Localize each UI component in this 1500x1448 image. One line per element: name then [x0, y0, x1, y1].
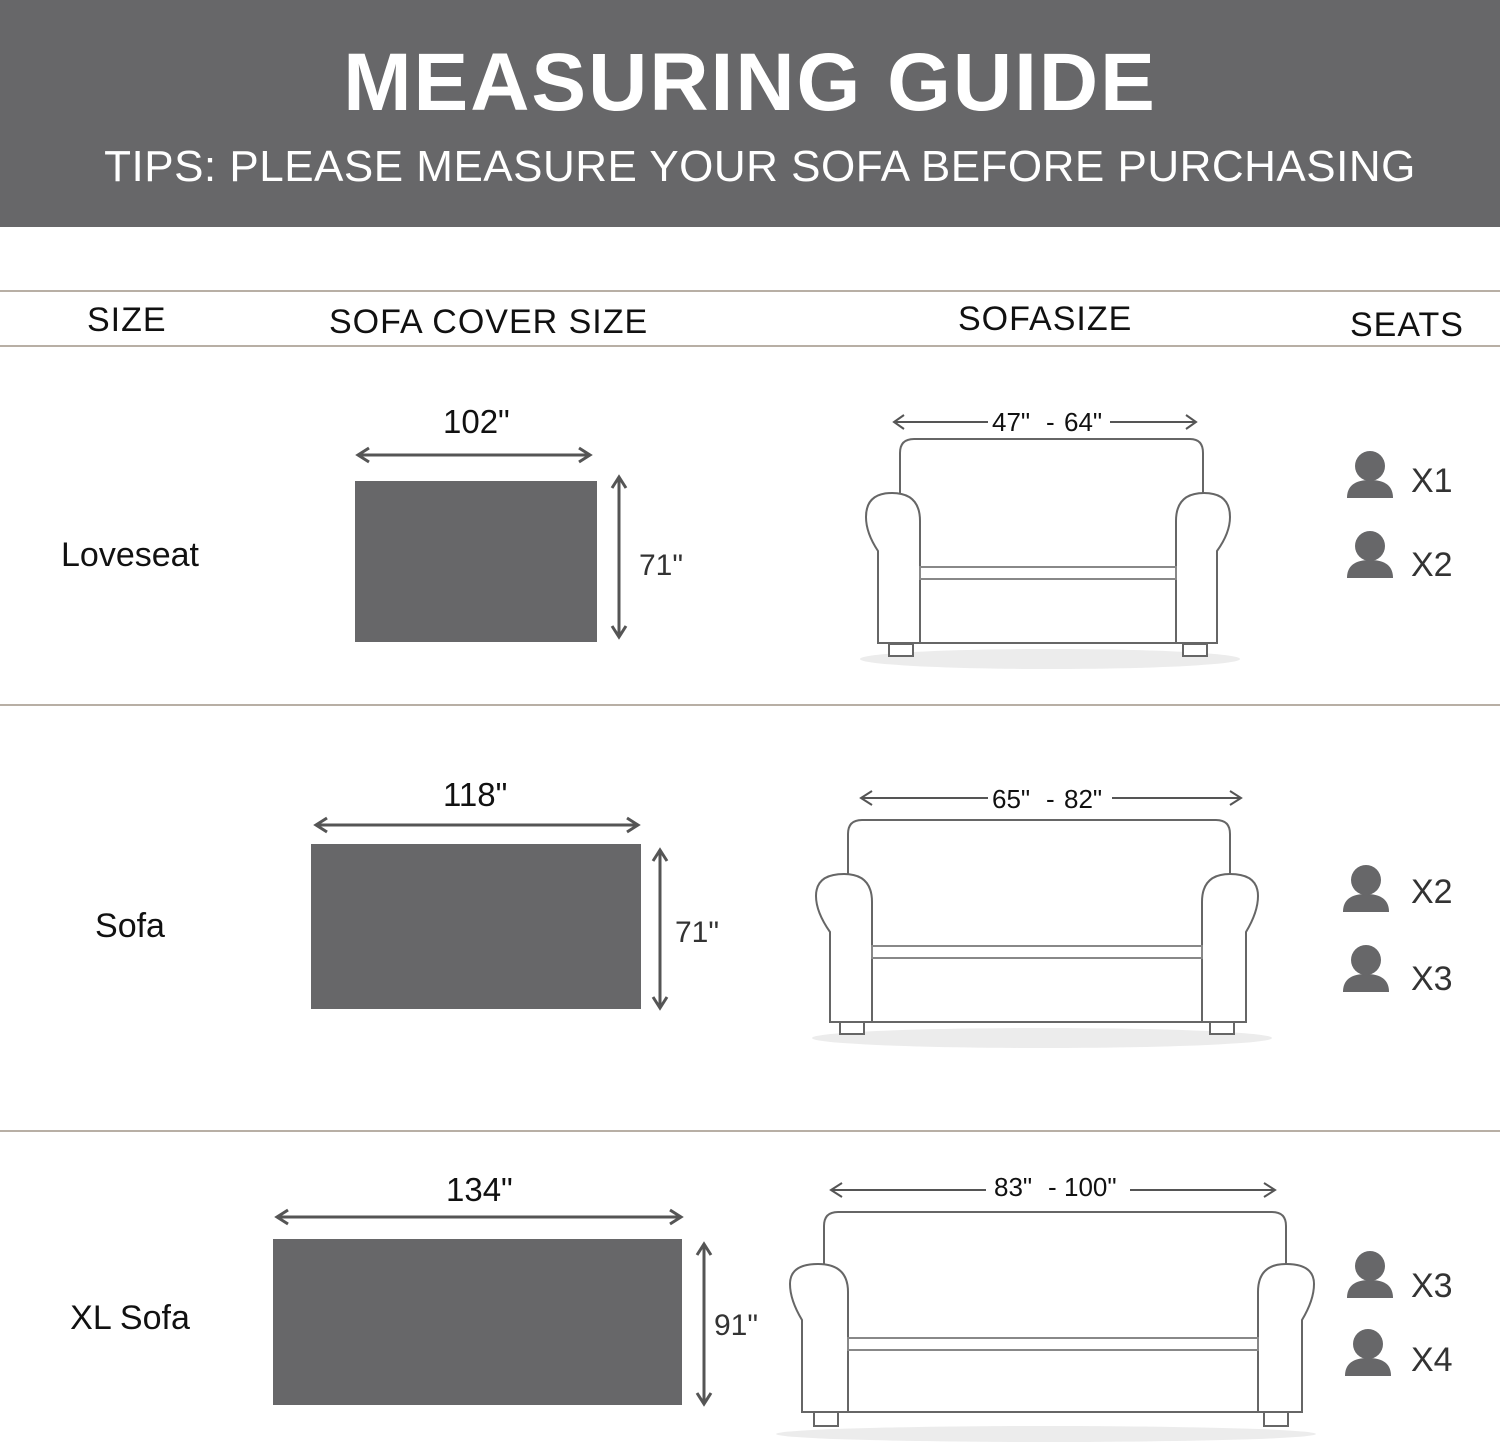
- sofa-range-min: 83": [994, 1172, 1033, 1202]
- double-arrow-icon: [355, 445, 595, 465]
- sofa-range-min: 47": [992, 407, 1031, 437]
- person-icon: [1342, 864, 1390, 914]
- page-subtitle: TIPS: PLEASE MEASURE YOUR SOFA BEFORE PURCHASING: [104, 142, 1416, 191]
- cover-height-label: 71": [675, 916, 720, 949]
- header-top-divider: [0, 290, 1500, 292]
- double-arrow-icon: [694, 1241, 714, 1407]
- page-title: MEASURING GUIDE: [343, 37, 1157, 128]
- size-label: Sofa: [95, 907, 165, 945]
- person-icon: [1342, 944, 1390, 994]
- cover-size-rect: [355, 481, 597, 642]
- double-arrow-icon: [650, 847, 670, 1011]
- cover-width-label: 134": [446, 1171, 513, 1208]
- header-bottom-divider: [0, 345, 1500, 347]
- size-label: XL Sofa: [70, 1299, 190, 1337]
- row-divider: [0, 704, 1500, 706]
- seat-count-label: X2: [1411, 546, 1453, 584]
- column-header-seats: SEATS: [1350, 306, 1464, 344]
- column-header-cover-size: SOFA COVER SIZE: [329, 303, 649, 341]
- column-header-size: SIZE: [87, 301, 167, 339]
- seat-count-label: X3: [1411, 1267, 1453, 1305]
- seat-count-label: X4: [1411, 1341, 1453, 1379]
- cover-height-label: 91": [714, 1309, 759, 1342]
- cover-size-rect: [273, 1239, 682, 1405]
- person-icon: [1346, 1250, 1394, 1300]
- column-header-sofa-size: SOFASIZE: [958, 300, 1133, 338]
- seat-count-label: X2: [1411, 873, 1453, 911]
- sofa-range-max: 100": [1064, 1172, 1117, 1202]
- sofa-range-separator: -: [1046, 407, 1055, 437]
- sofa-range-separator: -: [1048, 1172, 1057, 1202]
- sofa-outline-icon: [808, 782, 1278, 1052]
- loveseat-outline-icon: [858, 405, 1248, 675]
- double-arrow-icon: [274, 1207, 686, 1227]
- seat-count-label: X3: [1411, 960, 1453, 998]
- row-divider: [0, 1130, 1500, 1132]
- sofa-range-min: 65": [992, 784, 1031, 814]
- xl-sofa-outline-icon: [772, 1172, 1322, 1446]
- person-icon: [1346, 530, 1394, 580]
- sofa-range-max: 64": [1064, 407, 1103, 437]
- cover-size-rect: [311, 844, 641, 1009]
- double-arrow-icon: [609, 474, 629, 640]
- size-label: Loveseat: [61, 536, 199, 574]
- cover-width-label: 102": [443, 403, 510, 440]
- sofa-range-separator: -: [1046, 784, 1055, 814]
- person-icon: [1346, 450, 1394, 500]
- cover-width-label: 118": [443, 776, 508, 813]
- cover-height-label: 71": [639, 549, 684, 582]
- sofa-range-max: 82": [1064, 784, 1103, 814]
- double-arrow-icon: [313, 815, 643, 835]
- person-icon: [1344, 1328, 1392, 1378]
- seat-count-label: X1: [1411, 462, 1453, 500]
